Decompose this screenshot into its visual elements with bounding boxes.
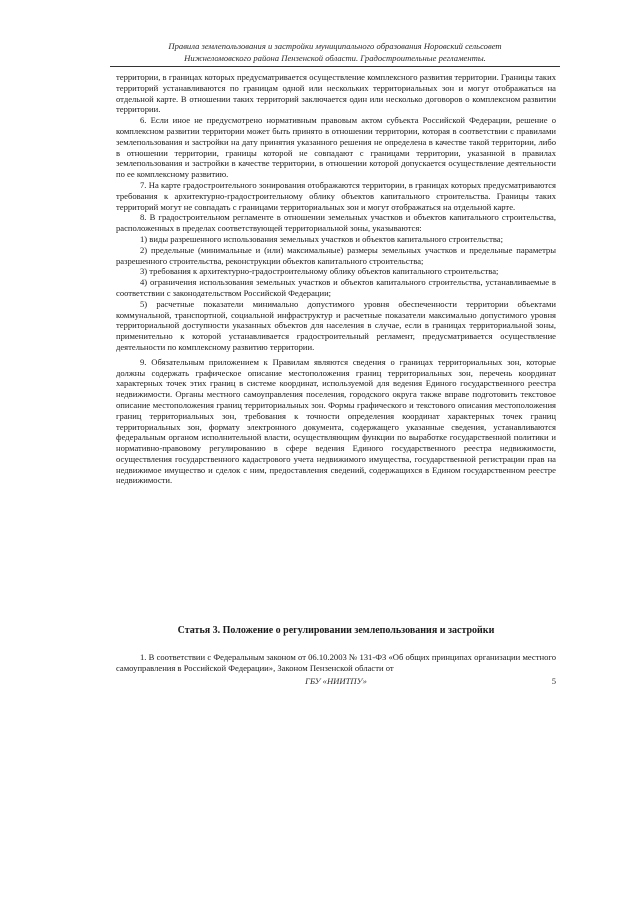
running-footer [116,676,556,688]
list-item-2: 2) предельные (минимальные и (или) максимальные) размеры земельных участков и предельные параметры разрешенного строительства, реконструкции объектов капитального строительства; [116,244,556,266]
paragraph-7: 7. На карте градостроительного зонирования отображаются территории, в границах которых предусматриваются требования к архитектурно-градостроительному облику объектов капитального строительства. Границы таких территорий могут не совпадать с границами территориальных зон и могут отображаться на отдельной карте. [116,179,556,212]
list-item-3: 3) требования к архитектурно-градостроительному облику объектов капитального строительства; [140,266,499,277]
article-heading: Статья 3. Положение о регулировании землепользования и застройки [177,625,495,636]
paragraph-continuation: территории, в границах которых предусматривается осуществление комплексного развития территории. Границы таких территорий устанавливаются по границам одной или нескольких территориальных зон и могут отображаться на отдельной карте. В отношении таких территорий заключается один или несколько договоров о комплексном развитии территории. [116,72,556,115]
header-rule [110,66,560,67]
header-line-2: Нижнеломовского района Пензенской области. Градостроительные регламенты. [184,53,486,63]
running-header [110,40,560,64]
list-item-1: 1) виды разрешенного использования земельных участков и объектов капитального строительства; [140,233,503,244]
list-item-5: 5) расчетные показатели минимально допустимого уровня обеспеченности территории объектами коммунальной, транспортной, социальной инфраструктур и расчетные показатели максимально допустимого уровня территориальной доступности указанных объектов для населения в случае, если в границах территориальной зоны, применительно к которой устанавливается градостроительный регламент, предусматривается осуществление деятельности по комплексному развитию территории. [116,298,556,352]
article-paragraph-1: 1. В соответствии с Федеральным законом от 06.10.2003 № 131-ФЗ «Об общих принципах организации местного самоуправления в Российской Федерации», Законом Пензенской области от [116,652,556,673]
document-body [116,72,556,486]
paragraph-8: 8. В градостроительном регламенте в отношении земельных участков и объектов капитального строительства, расположенных в пределах соответствующей территориальной зоны, указываются: [116,212,556,234]
footer-organization: ГБУ «НИИТПУ» [305,676,367,686]
article-body [116,652,556,674]
list-item-4: 4) ограничения использования земельных участков и объектов капитального строительства, устанавливаемые в соответствии с законодательством Российской Федерации; [116,277,556,298]
paragraph-6: 6. Если иное не предусмотрено нормативным правовым актом субъекта Российской Федерации, решение о комплексном развитии территории может быть принято в отношении территории, которая в соответствии с правилами землепользования и застройки на дату принятия указанного решения не определена в качестве такой территории, либо в отношении территории, границы которой не совпадают с границами территории, указанной в правилах землепользования и застройки в качестве территории, в отношении которой допускается осуществление деятельности по ее комплексному развитию. [116,115,556,180]
page-number: 5 [551,676,556,686]
header-line-1: Правила землепользования и застройки муниципального образования Норовский сельсовет [168,41,502,51]
paragraph-9: 9. Обязательным приложением к Правилам являются сведения о границах территориальных зон, которые должны содержать графическое описание местоположения границ территориальных зон, перечень координат характерных точек этих границ в системе координат, используемой для ведения Единого государственного реестра недвижимости. Органы местного самоуправления поселения, городского округа также вправе подготовить текстовое описание местоположения границ территориальных зон. Формы графического и текстового описания местоположения границ территориальных зон, требования к точности определения координат характерных точек границ территориальных зон, формату электронного документа, содержащего указанные сведения, устанавливаются федеральным органом исполнительной власти, осуществляющим функции по выработке государственной политики и нормативно-правовому регулированию в сфере ведения Единого государственного реестра недвижимости, осуществления государственного кадастрового учета недвижимого имущества, государственной регистрации прав на недвижимое имущество и сделок с ним, предоставления сведений, содержащихся в Едином государственном реестре недвижимости. [116,356,556,486]
